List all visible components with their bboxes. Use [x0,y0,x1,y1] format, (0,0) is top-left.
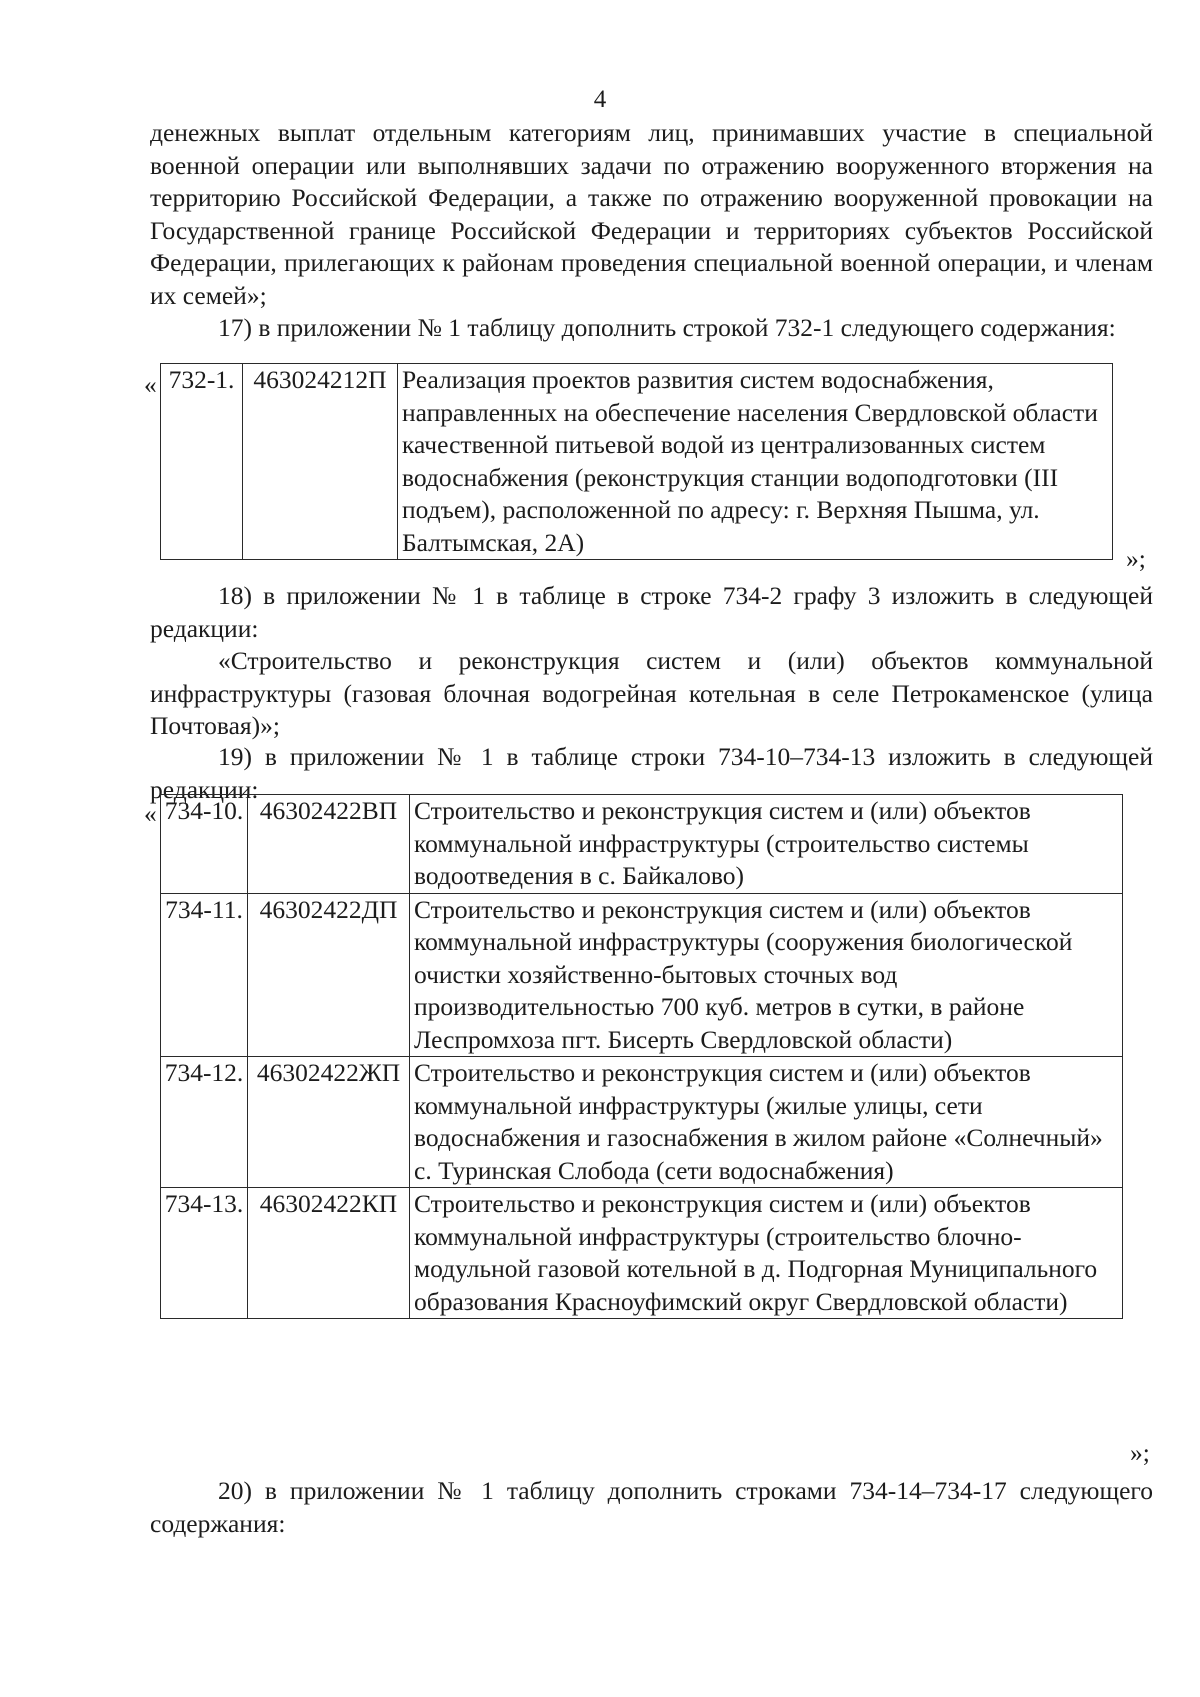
item-17-table [160,363,1113,560]
page-number: 4 [593,86,607,113]
table-row [161,364,1113,560]
row-description: Строительство и реконструкция систем и (или) объектов коммунальной инфраструктуры (строительство блочно-модульной газовой котельной в д. Подгорная Муниципального образования Красноуфимский округ Свердловской области) [410,1188,1123,1319]
row-code: 46302422ЖП [248,1057,410,1188]
row-code: 463024212П [243,364,398,560]
row-number: 734-13. [161,1188,248,1319]
table-row [161,1188,1123,1319]
row-description: Строительство и реконструкция систем и (или) объектов коммунальной инфраструктуры (сооружения биологической очистки хозяйственно-бытовых сточных вод производительностью 700 куб. метров в сутки, в районе Леспромхоза пгт. Бисерть Свердловской области) [410,893,1123,1057]
row-number: 734-12. [161,1057,248,1188]
table-row [161,893,1123,1057]
row-number: 732-1. [161,364,243,560]
item-20-paragraph: 20) в приложении № 1 таблицу дополнить строками 734-14–734-17 следующего содержания: [150,1476,1153,1538]
item-18-new-text: «Строительство и реконструкция систем и (или) объектов коммунальной инфраструктуры (газовая блочная водогрейная котельная в селе Петрокаменское (улица Почтовая)»; [150,646,1153,740]
table-row [161,795,1123,894]
intro-paragraph: денежных выплат отдельным категориям лиц, принимавших участие в специальной военной операции или выполнявших задачи по отражению вооруженного вторжения на территорию Российской Федерации, а также по отражению вооруженной провокации на Государственной границе Российской Федерации и территориях субъектов Российской Федерации, прилегающих к районам проведения специальной военной операции, и членам их семей»; [150,118,1153,310]
row-number: 734-11. [161,893,248,1057]
item-18-paragraph: 18) в приложении № 1 в таблице в строке 734-2 графу 3 изложить в следующей редакции: [150,581,1153,643]
item-19-table [160,794,1123,1319]
row-code: 46302422ДП [248,893,410,1057]
row-description: Реализация проектов развития систем водоснабжения, направленных на обеспечение населения Свердловской области качественной питьевой водой из централизованных систем водоснабжения (реконструкция станции водоподготовки (III подъем), расположенной по адресу: г. Верхняя Пышма, ул. Балтымская, 2А) [398,364,1113,560]
item-19-close-quote: »; [1130,1438,1150,1467]
item-17-paragraph: 17) в приложении № 1 таблицу дополнить строкой 732-1 следующего содержания: [218,313,1116,342]
row-description: Строительство и реконструкция систем и (или) объектов коммунальной инфраструктуры (жилые улицы, сети водоснабжения и газоснабжения в жилом районе «Солнечный» с. Туринская Слобода (сети водоснабжения) [410,1057,1123,1188]
item-19-open-quote: « [144,799,157,828]
row-code: 46302422КП [248,1188,410,1319]
row-number: 734-10. [161,795,248,894]
row-code: 46302422ВП [248,795,410,894]
row-description: Строительство и реконструкция систем и (или) объектов коммунальной инфраструктуры (строительство системы водоотведения в с. Байкалово) [410,795,1123,894]
item-17-open-quote: « [144,370,157,399]
item-19-paragraph: 19) в приложении № 1 в таблице строки 734-10–734-13 изложить в следующей редакции: [150,742,1153,804]
table-row [161,1057,1123,1188]
item-17-close-quote: »; [1126,544,1146,573]
